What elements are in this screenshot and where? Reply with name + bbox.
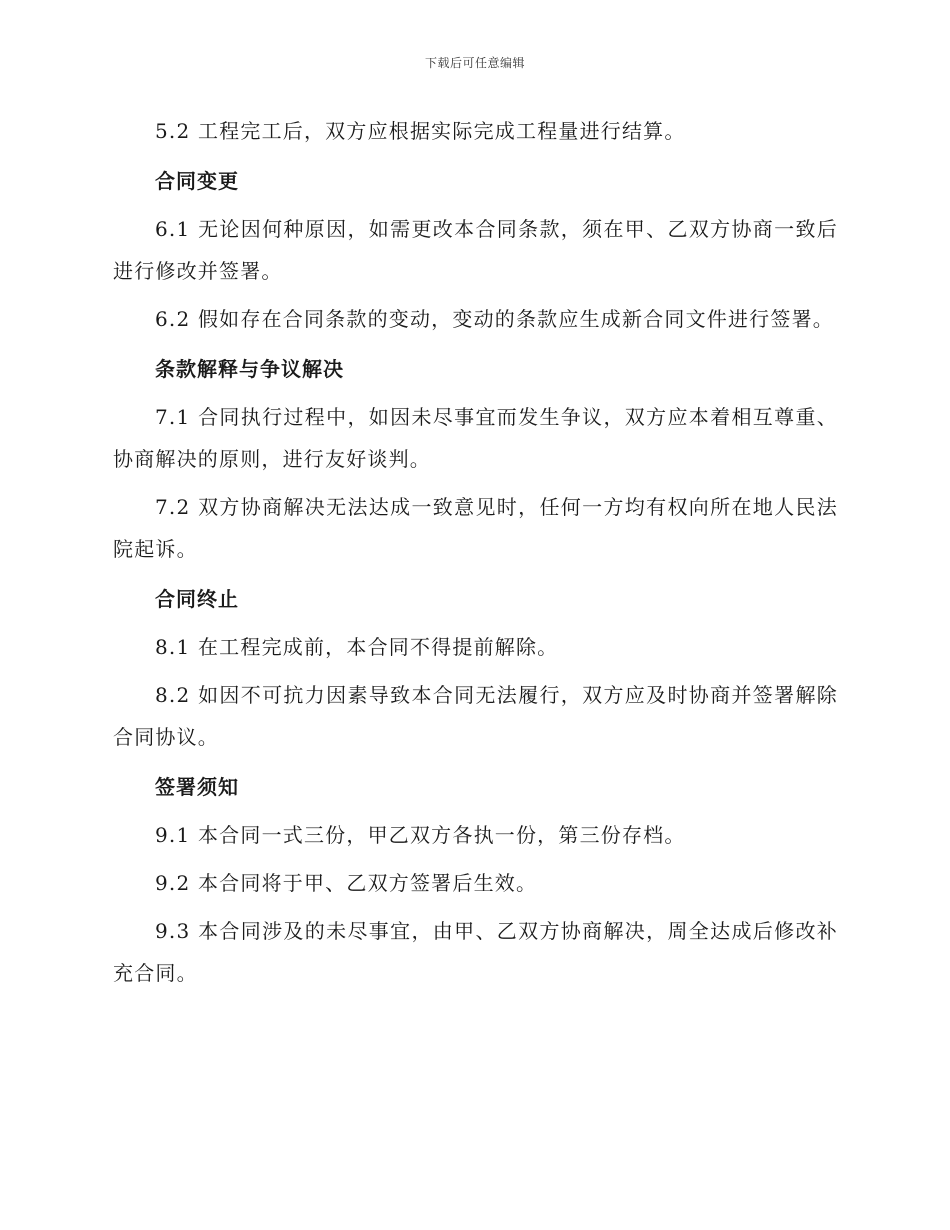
clause-9-3: 9.3 本合同涉及的未尽事宜，由甲、乙双方协商解决，周全达成后修改补充合同。 (113, 919, 838, 985)
document-body (113, 110, 838, 1002)
section-signing-notes (113, 766, 838, 994)
clause-9-2: 9.2 本合同将于甲、乙双方签署后生效。 (155, 871, 538, 895)
clause-9-1: 9.1 本合同一式三份，甲乙双方各执一份，第三份存档。 (155, 823, 686, 847)
clause-7-1: 7.1 合同执行过程中，如因未尽事宜而发生争议，双方应本着相互尊重、协商解决的原则，进行友好谈判。 (113, 405, 838, 471)
clause-5-2: 5.2 工程完工后，双方应根据实际完成工程量进行结算。 (155, 119, 686, 143)
section-heading: 签署须知 (155, 775, 239, 799)
clause-8-1: 8.1 在工程完成前，本合同不得提前解除。 (155, 635, 559, 659)
page-header: 下载后可任意编辑 (424, 56, 525, 70)
clause-7-2: 7.2 双方协商解决无法达成一致意见时，任何一方均有权向所在地人民法院起诉。 (113, 495, 838, 561)
section-dispute-resolution (113, 348, 838, 570)
section-contract-termination (113, 578, 838, 758)
clause-8-2: 8.2 如因不可抗力因素导致本合同无法履行，双方应及时协商并签署解除合同协议。 (113, 683, 838, 749)
clause-6-1: 6.1 无论因何种原因，如需更改本合同条款，须在甲、乙双方协商一致后进行修改并签署。 (113, 217, 838, 283)
section-heading: 条款解释与争议解决 (155, 357, 344, 381)
section-settlement (113, 110, 838, 152)
section-heading: 合同变更 (155, 169, 239, 193)
section-contract-change (113, 160, 838, 340)
clause-6-2: 6.2 假如存在合同条款的变动，变动的条款应生成新合同文件进行签署。 (155, 307, 834, 331)
section-heading: 合同终止 (155, 587, 239, 611)
